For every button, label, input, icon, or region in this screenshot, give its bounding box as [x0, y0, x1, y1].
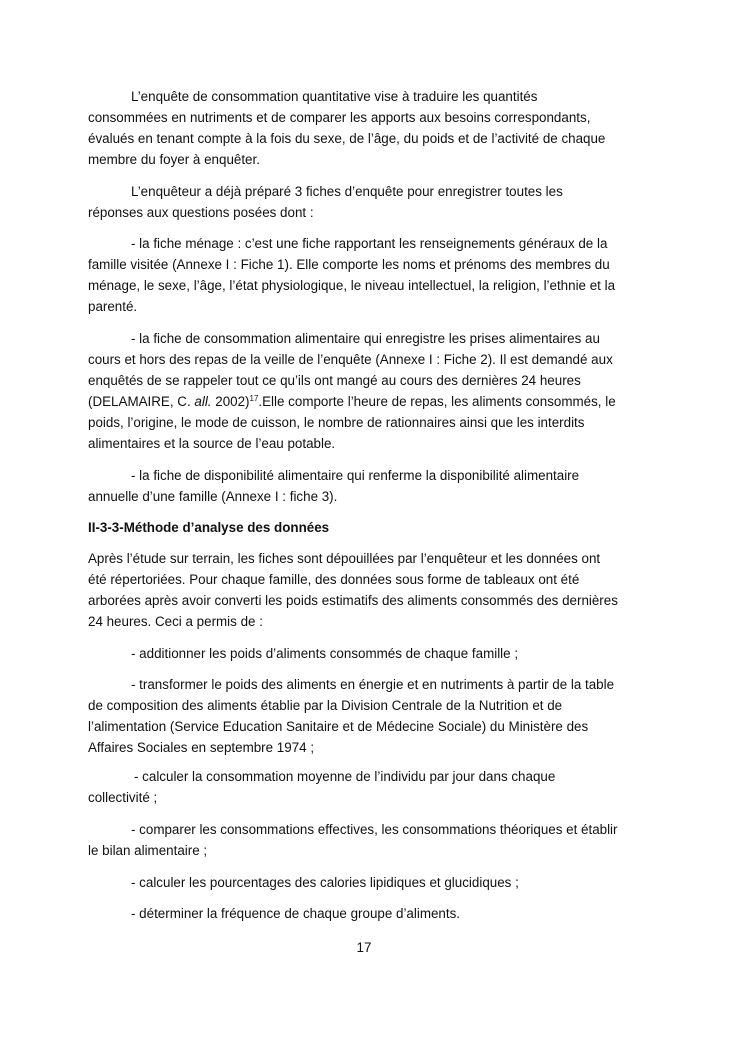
page-number: 17: [356, 940, 372, 955]
paragraph-line: - calculer les pourcentages des calories lipidiques et glucidiques ;: [131, 875, 519, 890]
paragraph-line: l’alimentation (Service Education Sanitaire et de Médecine Sociale) du Ministère des: [88, 719, 589, 734]
paragraph-line: - la fiche ménage : c’est une fiche rapportant les renseignements généraux de la: [131, 236, 608, 251]
paragraph-line: - calculer la consommation moyenne de l’individu par jour dans chaque: [134, 769, 556, 784]
footnote-reference: 17: [249, 394, 259, 403]
paragraph-line: parenté.: [88, 299, 138, 314]
paragraph-line: - déterminer la fréquence de chaque groupe d’aliments.: [131, 906, 461, 921]
paragraph-line: 24 heures. Ceci a permis de :: [88, 614, 263, 629]
paragraph-line: réponses aux questions posées dont :: [88, 205, 314, 220]
citation-continuation: .Elle comporte l’heure de repas, les aliments consommés, le: [258, 394, 616, 409]
analysis-intro-paragraph: [88, 548, 646, 632]
paragraph-line: le bilan alimentaire ;: [88, 843, 208, 858]
paragraph-line: été répertoriées. Pour chaque famille, des données sous forme de tableaux ont été: [88, 572, 580, 587]
paragraph-line: collectivité ;: [88, 790, 158, 805]
paragraph-line: Affaires Sociales en septembre 1974 ;: [88, 740, 315, 755]
paragraph-line: consommées en nutriments et de comparer les apports aux besoins correspondants,: [88, 110, 591, 125]
citation-line: [88, 391, 646, 412]
paragraph-line: membre du foyer à enquêter.: [88, 152, 260, 167]
paragraph-line: alimentaires et la source de l’eau potable.: [88, 436, 336, 451]
analysis-step: [88, 766, 646, 808]
paragraph-line: arborées après avoir converti les poids estimatifs des aliments consommés des dernières: [88, 593, 618, 608]
paragraph-line: de composition des aliments établie par la Division Centrale de la Nutrition et de: [88, 698, 563, 713]
paragraph-intro: [88, 86, 646, 170]
paragraph-consumption-form: [88, 328, 646, 454]
paragraph-line: annuelle d’une famille (Annexe I : fiche 3).: [88, 489, 338, 504]
paragraph-line: Après l’étude sur terrain, les fiches sont dépouillées par l’enquêteur et les données ont: [88, 551, 601, 566]
citation-author: (DELAMAIRE, C.: [88, 394, 195, 409]
paragraph-line: - la fiche de disponibilité alimentaire qui renferme la disponibilité alimentaire: [131, 468, 580, 483]
paragraph-line: cours et hors des repas de la veille de l’enquête (Annexe I : Fiche 2). Il est demandé aux: [88, 352, 613, 367]
section-heading: II-3-3-Méthode d’analyse des données: [88, 520, 330, 535]
analysis-step: [88, 643, 646, 664]
analysis-step: [88, 903, 646, 924]
analysis-step: [88, 674, 646, 758]
paragraph-line: L’enquête de consommation quantitative vise à traduire les quantités: [131, 89, 538, 104]
paragraph-line: L’enquêteur a déjà préparé 3 fiches d’enquête pour enregistrer toutes les: [131, 184, 563, 199]
paragraph-line: - transformer le poids des aliments en énergie et en nutriments à partir de la table: [131, 677, 615, 692]
paragraph-line: - comparer les consommations effectives, les consommations théoriques et établir: [131, 822, 618, 837]
paragraph-line: - additionner les poids d’aliments consommés de chaque famille ;: [131, 646, 519, 661]
paragraph-line: évalués en tenant compte à la fois du sexe, de l’âge, du poids et de l’activité de chaque: [88, 131, 606, 146]
paragraph-line: enquêtés de se rappeler tout ce qu’ils ont mangé au cours des dernières 24 heures: [88, 373, 581, 388]
paragraph-line: - la fiche de consommation alimentaire qui enregistre les prises alimentaires au: [131, 331, 600, 346]
paragraph-household-form: [88, 233, 646, 317]
paragraph-line: poids, l’origine, le mode de cuisson, le nombre de rationnaires ainsi que les interdits: [88, 415, 585, 430]
paragraph-line: famille visitée (Annexe I : Fiche 1). Elle comporte les noms et prénoms des membres du: [88, 257, 610, 272]
paragraph-survey-forms: [88, 181, 646, 223]
analysis-step: [88, 819, 646, 861]
citation-year: 2002): [211, 394, 250, 409]
citation-italic: all.: [194, 394, 212, 409]
paragraph-availability-form: [88, 465, 646, 507]
analysis-step: [88, 872, 646, 893]
paragraph-line: ménage, le sexe, l’âge, l’état physiologique, le niveau intellectuel, la religion, l’ethnie et la: [88, 278, 616, 293]
